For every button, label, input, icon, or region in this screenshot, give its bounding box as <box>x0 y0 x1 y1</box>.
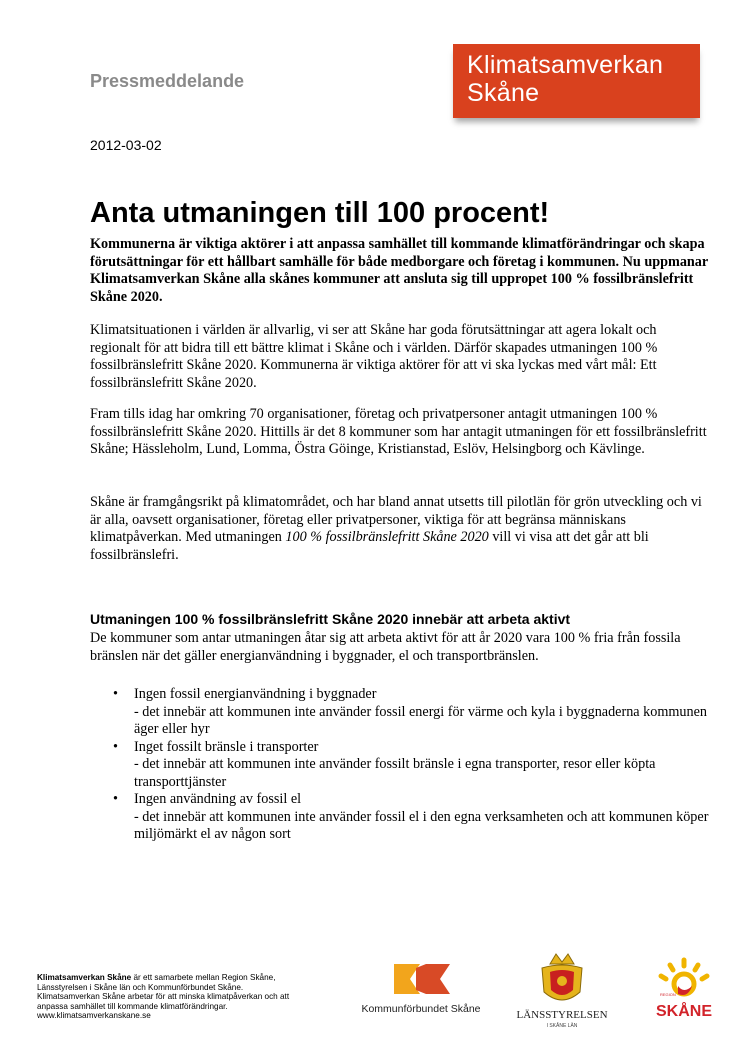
bullet-icon: • <box>113 791 118 807</box>
lansstyrelsen-logo-subtext: I SKÅNE LÄN <box>546 1023 578 1029</box>
body-paragraph-3-part-1: Skåne är framgångsrikt på klimatområdet, och har bland annat utsetts till pilotlän för grön utveckling och vi är alla, oavsett organisationer, företag eller privatpersoner, viktiga för att begränsa människans klimatpåverkan. Med utmaningen <box>90 494 702 545</box>
body-paragraph-2: Fram tills idag har omkring 70 organisationer, företag och privatpersoner antagit utmaningen 100 % fossilbränslefritt Skåne 2020. Hittills är det 8 kommuner som har antagit utmaningen för ett fossilbränslefritt Skåne; Hässleholm, Lund, Lomma, Östra Göinge, Kristianstad, Eslöv, Helsingborg och Kävlinge. <box>90 406 707 457</box>
list-item-text: - det innebär att kommunen inte använder fossil el i den egna verksamheten och att kommunen köper miljömärkt el av någon sort <box>134 808 709 842</box>
body-paragraph-3 <box>90 494 710 564</box>
footer-org-name: Klimatsamverkan Skåne <box>37 973 132 982</box>
footer-info <box>37 973 327 1021</box>
list-item-text: - det innebär att kommunen inte använder fossil energi för värme och kyla i byggnaderna kommunen äger eller hyr <box>134 703 707 737</box>
footer-line-1: är ett samarbete mellan Region Skåne, <box>131 973 276 982</box>
page-title: Anta utmaningen till 100 procent! <box>90 197 550 229</box>
lansstyrelsen-logo <box>510 950 614 1030</box>
logo-line-2: Skåne <box>467 79 540 107</box>
list-item-title: Ingen användning av fossil el <box>134 791 302 807</box>
footer-line-3: Klimatsamverkan Skåne arbetar för att minska klimatpåverkan och att <box>37 992 290 1002</box>
body-paragraph-1: Klimatsituationen i världen är allvarlig, vi ser att Skåne har goda förutsättningar att agera lokalt och regionalt för att bidra till ett bättre klimat i Skåne och i världen. Därför skapades utmaningen 100 % fossilbränslefritt Skåne 2020. Kommunerna är viktiga aktörer för att vi ska lyckas med vårt mål: Ett fossilbränslefritt Skåne 2020. <box>90 322 658 391</box>
list-item-title: Inget fossilt bränsle i transporter <box>134 738 319 755</box>
section-heading: Utmaningen 100 % fossilbränslefritt Skåne 2020 innebär att arbeta aktivt <box>90 611 571 627</box>
region-skane-logo-text: SKÅNE <box>655 1003 713 1020</box>
footer-line-4: anpassa samhället till kommande klimatförändringar. <box>37 1001 228 1011</box>
kommunforbundet-skane-logo <box>356 960 486 1020</box>
bullet-icon: • <box>113 738 118 755</box>
publication-date: 2012-03-02 <box>90 137 162 153</box>
footer-line-2: Länsstyrelsen i Skåne län och Kommunförbundet Skåne. <box>37 982 244 992</box>
region-logo-small-text: REGION <box>660 992 676 997</box>
region-skane-logo <box>648 956 720 1020</box>
list-item-title: Ingen fossil energianvändning i byggnader <box>134 686 377 702</box>
commitment-list <box>106 686 716 844</box>
logo-line-1: Klimatsamverkan <box>467 51 664 79</box>
lead-paragraph: Kommunerna är viktiga aktörer i att anpassa samhället till kommande klimatförändringar och skapa förutsättningar för ett hållbart samhälle för både medborgare och företag i kommunen. Nu uppmanar Klimatsamverkan Skåne alla skånes kommuner att ansluta sig till uppropet 100 % fossilbränslefritt Skåne 2020. <box>90 236 708 305</box>
footer-website-link: www.klimatsamverkanskane.se <box>37 1011 151 1021</box>
lansstyrelsen-logo-text: LÄNSSTYRELSEN <box>516 1009 608 1021</box>
body-paragraph-4: De kommuner som antar utmaningen åtar sig att arbeta aktivt för att år 2020 vara 100 % fria från fossila bränslen när det gäller energianvändning i byggnader, el och transportbränslen. <box>90 630 681 664</box>
kommunforbundet-logo-text: Kommunförbundet Skåne <box>361 1003 481 1015</box>
document-type-label: Pressmeddelande <box>90 71 245 91</box>
klimatsamverkan-logo <box>453 44 700 118</box>
list-item <box>106 791 716 844</box>
challenge-name-emphasis: 100 % fossilbränslefritt Skåne 2020 <box>285 529 489 545</box>
bullet-icon: • <box>113 686 118 702</box>
list-item <box>106 739 716 792</box>
list-item <box>106 686 716 739</box>
body-paragraph-3-part-2: vill vi visa att det går att bli fossilbränslefri. <box>90 529 649 563</box>
list-item-text: - det innebär att kommunen inte använder fossilt bränsle i egna transporter, resor eller köpta transporttjänster <box>134 756 656 790</box>
